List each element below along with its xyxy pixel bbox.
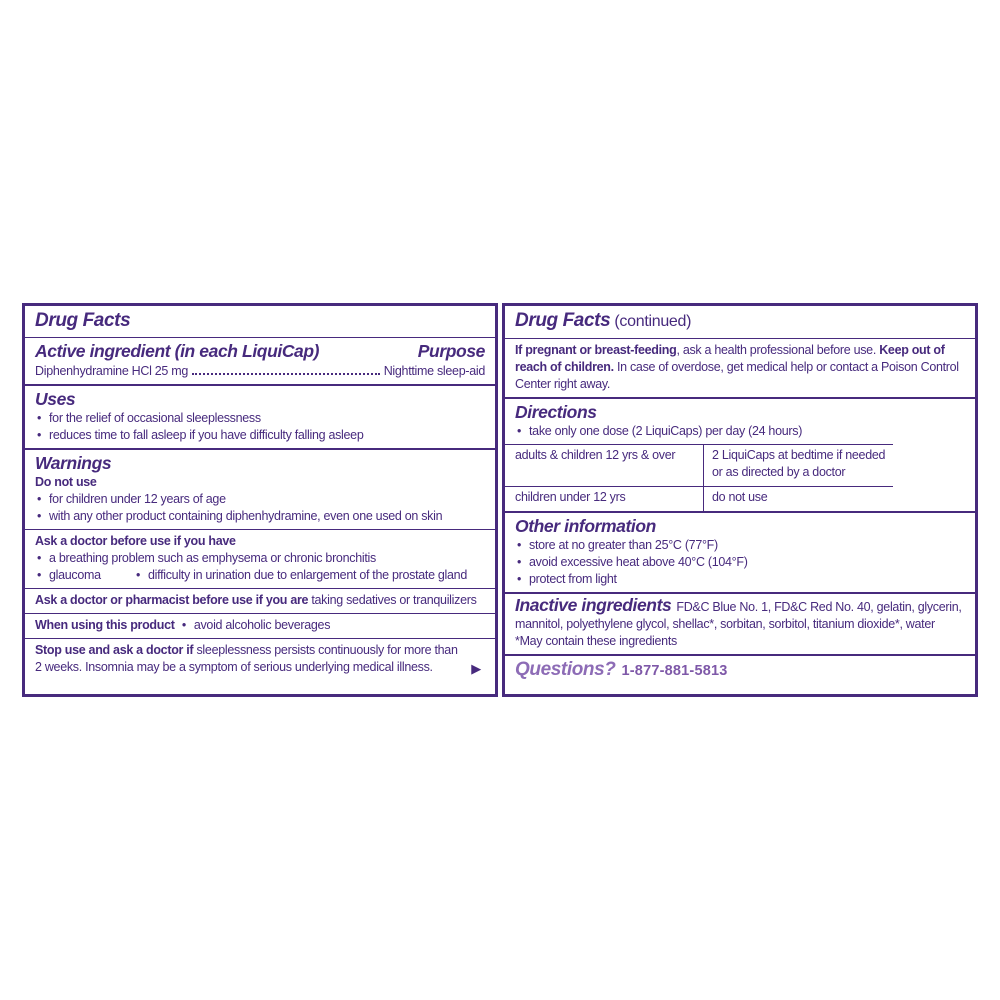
uses-bullet: • reduces time to fall asleep if you have difficulty falling asleep: [35, 427, 485, 444]
do-not-use-bullet: • for children under 12 years of age: [35, 491, 485, 508]
divider: [25, 638, 495, 639]
drug-facts-title: Drug Facts: [515, 310, 611, 331]
overdose-text: In case of overdose, get medical help or contact a Poison Control Center right away.: [515, 360, 959, 391]
dosage-who: adults & children 12 yrs & over: [505, 445, 704, 487]
ingredient-name: Diphenhydramine HCl 25 mg: [35, 364, 188, 378]
may-contain-note: *May contain these ingredients: [515, 634, 677, 648]
pregnancy-warning: [515, 342, 965, 393]
divider: [505, 397, 975, 399]
other-info-bullet: • store at no greater than 25°C (77°F): [515, 537, 965, 554]
divider: [25, 448, 495, 450]
ask-doctor-bullet-row: [35, 567, 485, 584]
drug-facts-left-panel: [22, 303, 498, 697]
purpose-value: Nighttime sleep-aid: [383, 364, 485, 378]
ask-doctor-bullet: • a breathing problem such as emphysema or chronic bronchitis: [35, 550, 485, 567]
when-using-heading: When using this product: [35, 618, 175, 632]
active-ingredient-header-row: [35, 341, 485, 362]
table-row: [505, 487, 893, 512]
dosage-dose: 2 LiquiCaps at bedtime if needed or as directed by a doctor: [704, 445, 894, 487]
questions-phone-number: 1-877-881-5813: [621, 663, 728, 679]
dosage-who: children under 12 yrs: [505, 487, 704, 512]
table-row: [505, 445, 893, 487]
keep-out-bold: Keep out of reach of children.: [515, 343, 945, 374]
inactive-ingredients-paragraph: [515, 597, 965, 650]
divider: [505, 592, 975, 594]
stop-use-heading: Stop use and ask a doctor if: [35, 643, 194, 657]
active-ingredient-row: [35, 362, 485, 380]
divider: [25, 613, 495, 614]
inactive-ingredients-title: Inactive ingredients: [515, 595, 672, 615]
uses-bullet: • for the relief of occasional sleeplessness: [35, 410, 485, 427]
other-information-title: Other information: [515, 516, 656, 536]
pregnancy-bold: If pregnant or breast-feeding: [515, 343, 677, 357]
ask-doctor-pharmacist-heading: Ask a doctor or pharmacist before use if you are: [35, 593, 309, 607]
questions-row: [515, 659, 965, 681]
inactive-ingredients-text: FD&C Blue No. 1, FD&C Red No. 40, gelatin, glycerin, mannitol, polyethylene glycol, shellac*, sorbitan, sorbitol, titanium dioxide*, water: [515, 600, 962, 631]
do-not-use-bullet: • with any other product containing diphenhydramine, even one used on skin: [35, 508, 485, 525]
pregnancy-text: , ask a health professional before use.: [676, 343, 880, 357]
directions-title: Directions: [515, 402, 597, 422]
drug-facts-right-panel: [502, 303, 978, 697]
stop-use-text: sleeplessness persists continuously for more than 2 weeks. Insomnia may be a symptom of serious underlying medical illness.: [35, 643, 458, 674]
active-ingredient-heading: Active ingredient (in each LiquiCap): [35, 341, 320, 361]
do-not-use-heading: Do not use: [35, 475, 97, 489]
ask-doctor-pharmacist-row: [35, 592, 485, 609]
directions-bullet: • take only one dose (2 LiquiCaps) per day (24 hours): [515, 423, 965, 440]
divider: [25, 384, 495, 386]
divider: [505, 511, 975, 513]
stop-use-row: [35, 642, 485, 676]
drug-facts-label: [22, 303, 978, 697]
drug-facts-title: Drug Facts: [35, 310, 131, 331]
dotted-leader: [192, 362, 380, 375]
drug-facts-continued-title: [515, 309, 965, 334]
continued-text: (continued): [610, 313, 692, 330]
ask-doctor-bullet: • glaucoma: [35, 567, 101, 584]
divider: [505, 338, 975, 339]
when-using-row: [35, 617, 485, 634]
divider: [25, 588, 495, 589]
divider: [25, 529, 495, 530]
continued-arrow-icon: ▶: [471, 661, 481, 676]
uses-title: Uses: [35, 389, 76, 409]
other-info-bullet: • protect from light: [515, 571, 965, 588]
questions-title: Questions?: [515, 659, 616, 680]
divider: [505, 654, 975, 656]
ask-doctor-heading: Ask a doctor before use if you have: [35, 534, 236, 548]
purpose-heading: Purpose: [417, 341, 485, 361]
dosage-table: [505, 444, 893, 511]
divider: [25, 337, 495, 338]
dosage-dose: do not use: [704, 487, 894, 512]
when-using-bullet: • avoid alcoholic beverages: [180, 617, 330, 634]
ask-doctor-bullet: • difficulty in urination due to enlargement of the prostate gland: [134, 567, 467, 584]
warnings-title: Warnings: [35, 453, 112, 473]
other-info-bullet: • avoid excessive heat above 40°C (104°F): [515, 554, 965, 571]
ask-doctor-pharmacist-text: taking sedatives or tranquilizers: [308, 593, 477, 607]
